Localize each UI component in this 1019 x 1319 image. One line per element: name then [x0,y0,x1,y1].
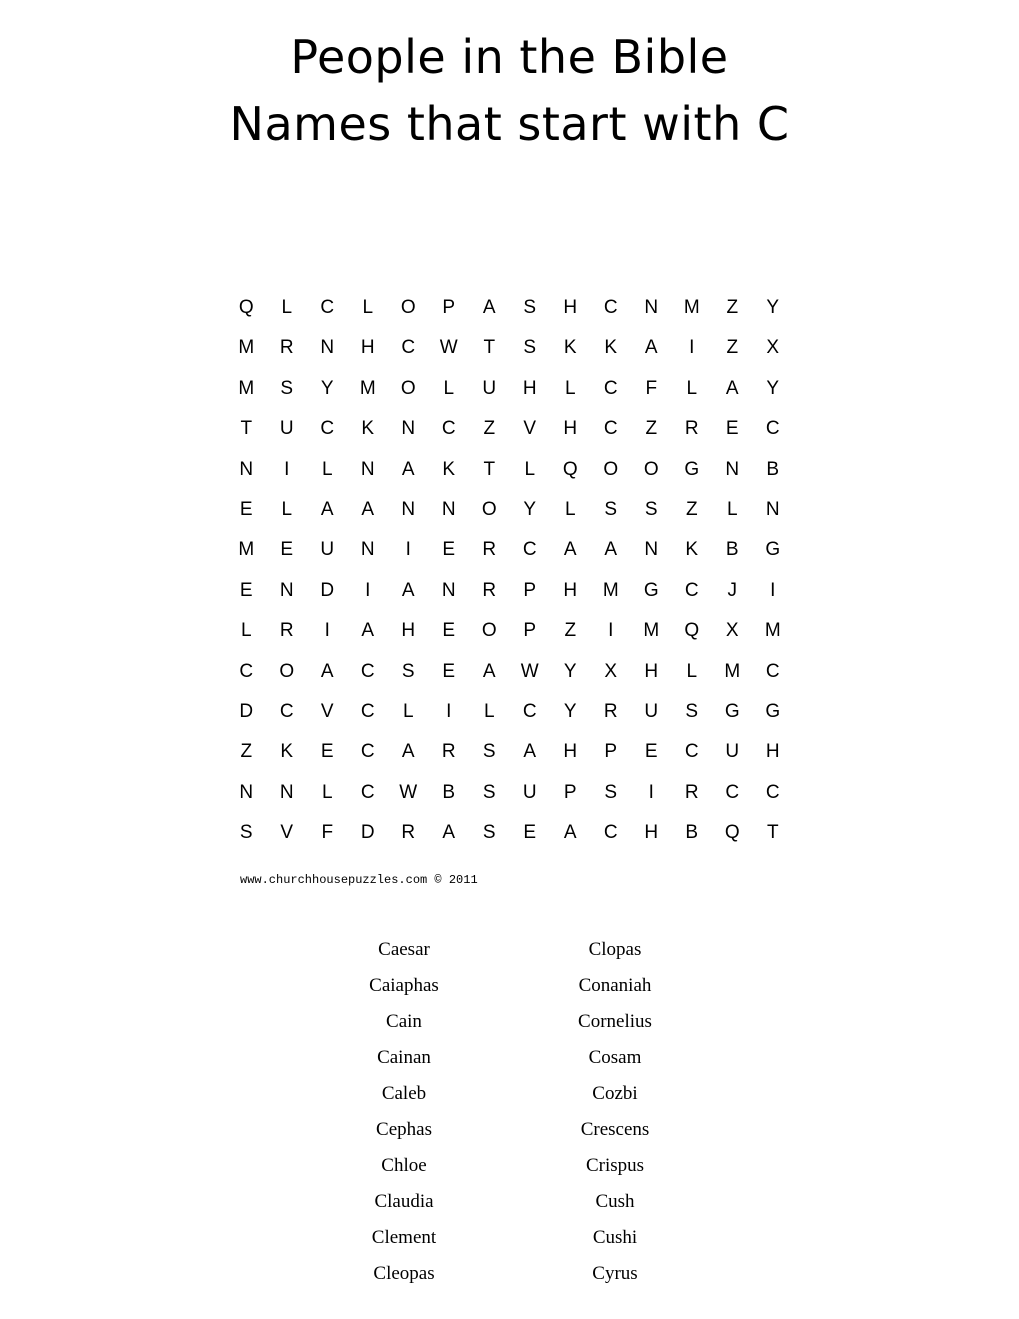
grid-letter: N [360,539,375,561]
grid-letter: E [644,741,658,763]
grid-letter: C [725,781,740,803]
grid-letter: N [441,498,456,520]
grid-letter: G [684,458,700,480]
grid-letter: N [239,458,254,480]
grid-letter: A [361,620,375,642]
grid-letter: V [280,822,294,844]
grid-letter: K [563,337,577,359]
grid-letter: O [603,458,619,480]
word-list-left [294,932,514,1292]
grid-letter: C [684,741,699,763]
word-list-item: Cainan [377,1047,431,1068]
grid-letter: A [563,822,577,844]
grid-letter: G [724,700,740,722]
grid-letter: Y [563,700,577,722]
grid-letter: F [645,377,658,399]
grid-letter: C [603,418,618,440]
grid-letter: X [725,620,739,642]
grid-letter: C [441,418,456,440]
grid-letter: I [648,781,654,803]
grid-letter: S [685,700,699,722]
grid-letter: I [608,620,614,642]
grid-letter: L [483,700,495,722]
word-list-item: Cain [386,1011,422,1032]
word-list-item: Cleopas [373,1263,435,1284]
word-list-item: Cyrus [592,1263,638,1284]
grid-letter: X [766,337,780,359]
grid-letter: C [765,781,780,803]
grid-letter: U [522,781,537,803]
grid-letter: N [441,579,456,601]
grid-letter: O [481,620,497,642]
grid-letter: U [644,700,659,722]
grid-letter: S [523,297,537,318]
grid-letter: H [563,741,578,763]
grid-letter: R [279,620,294,642]
grid-letter: A [361,498,375,520]
grid-letter: L [686,660,698,682]
grid-letter: A [644,337,658,359]
grid-row [226,530,793,570]
grid-row [226,813,793,853]
grid-letter: V [320,700,334,722]
grid-letter: Y [766,297,780,318]
grid-letter: A [442,822,456,844]
word-list-item: Crispus [585,1155,645,1176]
grid-letter: Y [563,660,577,682]
grid-letter: M [359,377,376,399]
word-list-item: Caiaphas [369,975,439,996]
grid-letter: C [320,418,335,440]
grid-letter: G [643,579,659,601]
grid-letter: Y [523,498,537,520]
grid-letter: L [564,498,576,520]
grid-row [226,611,793,651]
grid-letter: K [685,539,699,561]
grid-letter: L [726,498,738,520]
grid-letter: L [321,458,333,480]
grid-letter: C [320,297,335,318]
grid-letter: H [644,822,659,844]
grid-letter: C [603,822,618,844]
word-list-item: Clopas [588,939,642,960]
grid-letter: L [402,700,414,722]
grid-letter: L [443,377,455,399]
word-list-item: Conaniah [578,975,652,996]
grid-letter: N [360,458,375,480]
grid-letter: H [644,660,659,682]
grid-letter: A [482,660,496,682]
grid-letter: O [643,458,659,480]
grid-letter: R [482,539,497,561]
grid-letter: Q [724,822,740,844]
grid-letter: N [401,418,416,440]
grid-row [226,732,793,772]
grid-letter: T [240,418,253,440]
grid-row [226,652,793,692]
grid-letter: R [684,418,699,440]
grid-letter: C [279,700,294,722]
word-list-right [505,932,725,1292]
grid-letter: M [764,620,781,642]
grid-letter: O [279,660,295,682]
grid-letter: C [360,700,375,722]
grid-letter: N [765,498,780,520]
grid-letter: P [523,579,537,601]
grid-letter: C [239,660,254,682]
grid-letter: L [240,620,252,642]
grid-letter: B [685,822,699,844]
word-list-item: Caleb [381,1083,427,1104]
grid-letter: S [604,498,618,520]
grid-letter: A [320,660,334,682]
grid-letter: H [563,579,578,601]
grid-letter: C [522,539,537,561]
grid-letter: P [442,297,456,318]
grid-letter: Q [238,297,254,318]
grid-letter: L [362,297,374,318]
grid-letter: H [360,337,375,359]
grid-letter: I [324,620,330,642]
grid-letter: C [684,579,699,601]
grid-letter: L [281,297,293,318]
grid-letter: C [360,741,375,763]
grid-letter: P [563,781,577,803]
grid-letter: N [644,297,659,318]
grid-letter: H [563,297,578,318]
grid-letter: I [365,579,371,601]
grid-letter: Q [684,620,700,642]
grid-letter: C [522,700,537,722]
word-list-item: Claudia [374,1191,434,1212]
grid-letter: F [321,822,334,844]
grid-letter: Y [766,377,780,399]
grid-letter: S [401,660,415,682]
grid-letter: L [524,458,536,480]
grid-letter: S [644,498,658,520]
grid-letter: E [280,539,294,561]
grid-letter: O [481,498,497,520]
grid-letter: G [765,700,781,722]
grid-letter: S [482,822,496,844]
grid-letter: E [523,822,537,844]
grid-row [226,288,793,328]
grid-letter: N [279,781,294,803]
grid-letter: C [765,418,780,440]
grid-letter: Z [483,418,496,440]
grid-letter: Q [562,458,578,480]
word-list-item: Cushi [592,1227,638,1248]
grid-row [226,328,793,368]
grid-letter: A [401,741,415,763]
grid-letter: S [280,377,294,399]
grid-letter: N [644,539,659,561]
grid-letter: Z [726,337,739,359]
page-title-line-2: Names that start with C [229,97,790,151]
grid-letter: E [442,539,456,561]
grid-letter: M [238,539,255,561]
grid-letter: Z [726,297,739,318]
grid-letter: P [523,620,537,642]
grid-row [226,571,793,611]
copyright-footer: www.churchhousepuzzles.com © 2011 [240,873,478,887]
grid-letter: D [239,700,254,722]
grid-letter: G [765,539,781,561]
grid-letter: D [320,579,335,601]
grid-letter: L [281,498,293,520]
grid-letter: S [604,781,618,803]
grid-letter: N [239,781,254,803]
grid-letter: D [360,822,375,844]
grid-letter: U [320,539,335,561]
grid-letter: E [239,498,253,520]
grid-letter: K [361,418,375,440]
word-list-item: Caesar [378,939,430,960]
grid-row [226,490,793,530]
grid-letter: W [520,660,539,682]
grid-letter: K [280,741,294,763]
grid-letter: Y [320,377,334,399]
grid-letter: N [279,579,294,601]
grid-letter: R [401,822,416,844]
grid-letter: H [522,377,537,399]
grid-row [226,409,793,449]
grid-letter: A [523,741,537,763]
grid-letter: I [446,700,452,722]
grid-letter: M [602,579,619,601]
grid-letter: O [400,377,416,399]
grid-letter: W [399,781,418,803]
grid-letter: L [564,377,576,399]
grid-letter: M [238,337,255,359]
grid-letter: B [725,539,739,561]
grid-letter: C [360,781,375,803]
grid-letter: B [766,458,780,480]
grid-letter: Z [645,418,658,440]
word-list-item: Crescens [580,1119,650,1140]
grid-letter: I [405,539,411,561]
grid-letter: E [320,741,334,763]
page-title-line-1: People in the Bible [290,30,729,84]
grid-letter: E [442,660,456,682]
grid-letter: E [725,418,739,440]
grid-letter: C [603,297,618,318]
grid-letter: S [482,741,496,763]
grid-letter: R [279,337,294,359]
grid-letter: N [401,498,416,520]
grid-letter: C [765,660,780,682]
word-list-item: Clement [371,1227,437,1248]
grid-letter: B [442,781,456,803]
grid-letter: U [725,741,740,763]
word-list-item: Cosam [588,1047,642,1068]
grid-letter: S [482,781,496,803]
grid-letter: X [604,660,618,682]
grid-letter: R [603,700,618,722]
grid-letter: R [441,741,456,763]
grid-letter: A [604,539,618,561]
grid-letter: O [400,297,416,318]
grid-letter: K [604,337,618,359]
word-list-item: Cozbi [592,1083,638,1104]
grid-letter: W [439,337,458,359]
grid-letter: C [603,377,618,399]
grid-letter: M [643,620,660,642]
grid-letter: A [725,377,739,399]
grid-letter: A [320,498,334,520]
grid-letter: L [686,377,698,399]
grid-letter: H [765,741,780,763]
grid-letter: T [483,337,496,359]
word-list-item: Chloe [381,1155,427,1176]
grid-letter: E [239,579,253,601]
word-list-item: Cush [595,1191,635,1212]
grid-row [226,450,793,490]
grid-letter: M [238,377,255,399]
grid-letter: T [766,822,779,844]
grid-letter: V [523,418,537,440]
grid-letter: N [725,458,740,480]
grid-letter: S [523,337,537,359]
grid-letter: U [279,418,294,440]
word-search-grid [226,288,793,853]
grid-letter: K [442,458,456,480]
grid-letter: H [563,418,578,440]
grid-letter: M [683,297,700,318]
grid-letter: A [401,579,415,601]
grid-letter: P [604,741,618,763]
grid-letter: R [684,781,699,803]
grid-letter: A [401,458,415,480]
grid-letter: Z [240,741,253,763]
grid-row [226,692,793,732]
grid-letter: A [482,297,496,318]
grid-letter: N [320,337,335,359]
grid-letter: L [321,781,333,803]
grid-letter: T [483,458,496,480]
grid-letter: M [724,660,741,682]
grid-letter: C [360,660,375,682]
word-list-item: Cephas [376,1119,432,1140]
grid-row [226,773,793,813]
grid-letter: I [284,458,290,480]
grid-row [226,369,793,409]
grid-letter: J [727,579,737,601]
grid-letter: A [563,539,577,561]
grid-letter: S [239,822,253,844]
grid-letter: Z [685,498,698,520]
grid-letter: C [401,337,416,359]
grid-letter: R [482,579,497,601]
grid-letter: H [401,620,416,642]
word-list-item: Cornelius [578,1011,652,1032]
grid-letter: I [689,337,695,359]
grid-letter: I [770,579,776,601]
grid-letter: U [482,377,497,399]
grid-letter: E [442,620,456,642]
grid-letter: Z [564,620,577,642]
